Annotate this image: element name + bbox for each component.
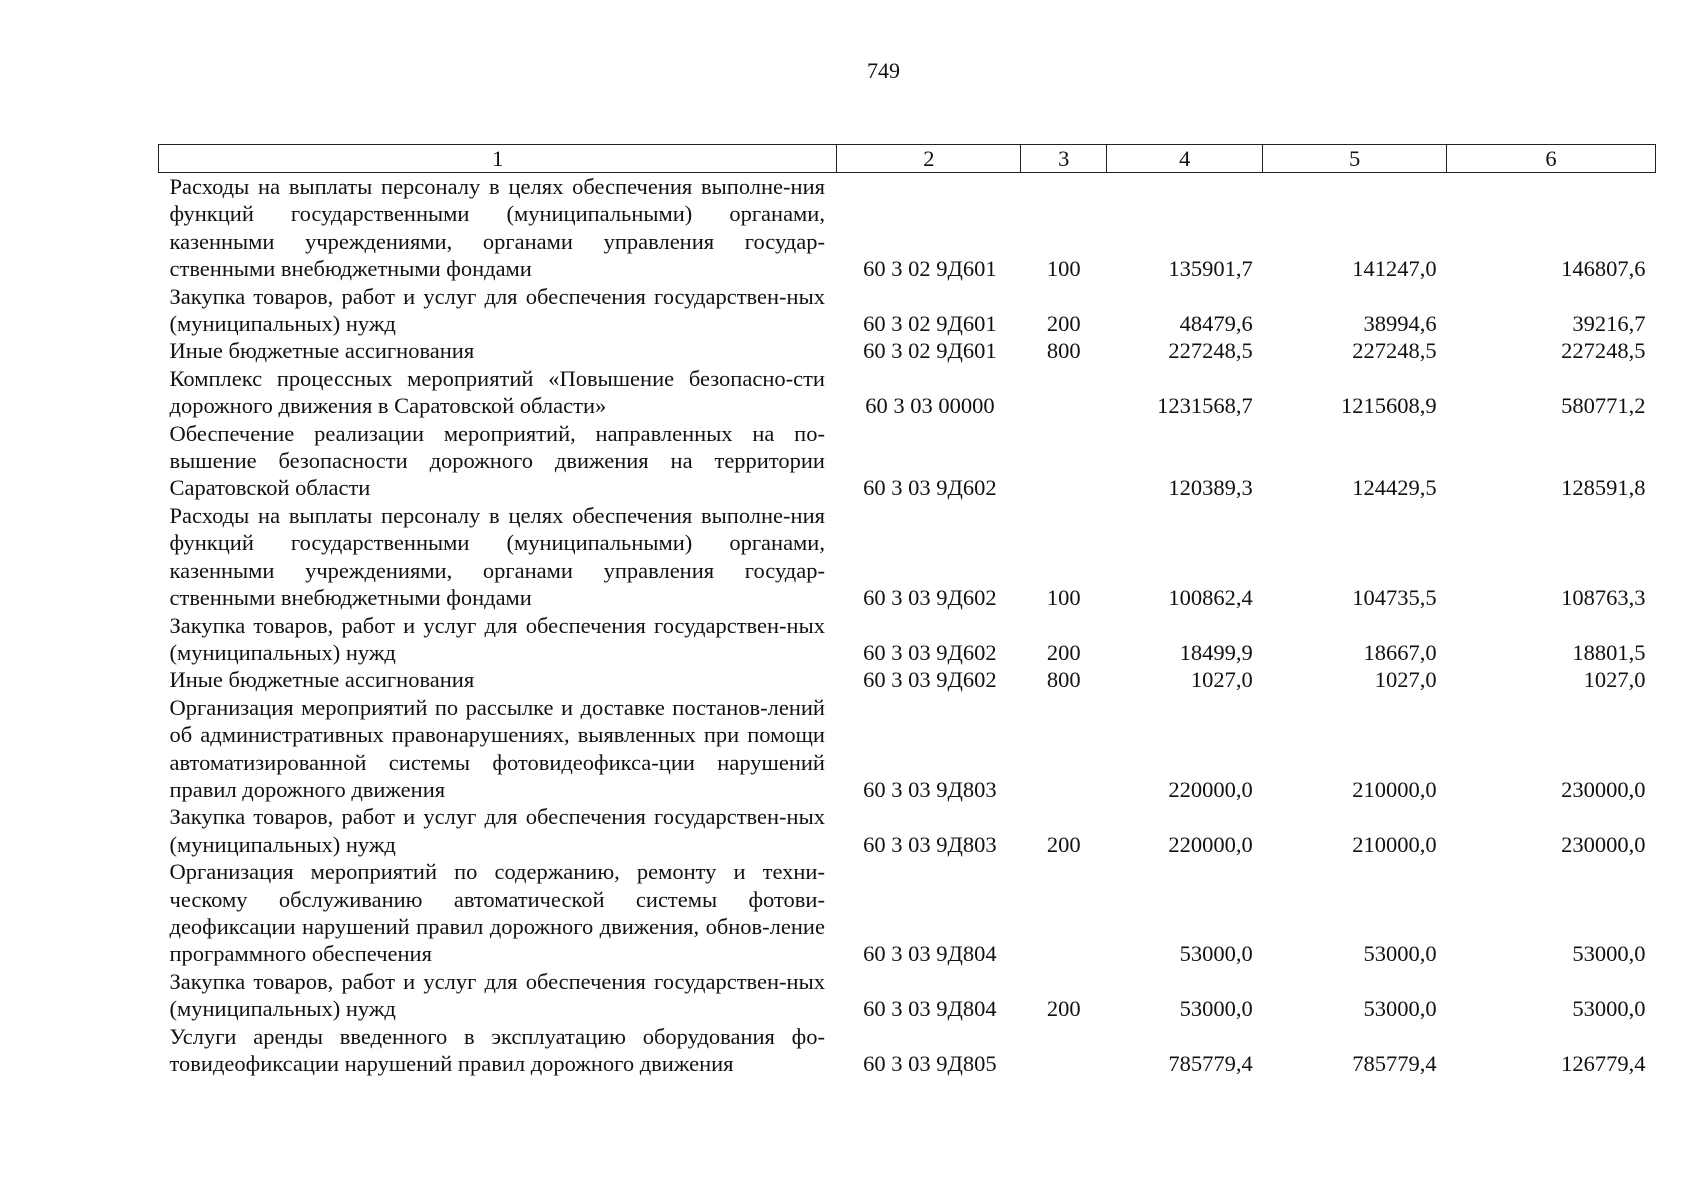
table-row — [159, 173, 1656, 283]
table-row — [159, 858, 1656, 968]
amount-col-6: 230000,0 — [1561, 776, 1646, 802]
column-header-4: 4 — [1107, 145, 1263, 173]
amount-col-4: 120389,3 — [1168, 475, 1253, 501]
item-name: Закупка товаров, работ и услуг для обеспечения государствен-ных (муниципальных) нужд — [169, 804, 825, 857]
amount-col-5: 124429,5 — [1352, 475, 1437, 501]
column-header-2: 2 — [837, 145, 1021, 173]
amount-col-4: 1231568,7 — [1157, 393, 1253, 419]
target-code: 60 3 03 9Д602 — [863, 475, 997, 501]
amount-col-4: 53000,0 — [1179, 941, 1253, 967]
table-row — [159, 666, 1656, 693]
amount-col-5: 141247,0 — [1352, 256, 1437, 282]
item-name: Услуги аренды введенного в эксплуатацию оборудования фо-товидеофиксации нарушений правил дорожного движения — [169, 1023, 825, 1076]
page-number: 749 — [867, 58, 900, 83]
amount-col-5: 104735,5 — [1352, 585, 1437, 611]
amount-col-6: 580771,2 — [1561, 393, 1646, 419]
target-code: 60 3 03 9Д804 — [863, 941, 997, 967]
amount-col-4: 53000,0 — [1179, 996, 1253, 1022]
amount-col-5: 38994,6 — [1363, 311, 1437, 337]
amount-col-5: 1215608,9 — [1340, 393, 1437, 419]
item-name: Организация мероприятий по содержанию, ремонту и техни-ческому обслуживанию автоматической системы фотови-деофиксации нарушений правил дорожного движения, обнов-ление программного обеспечения — [169, 859, 825, 967]
table-row — [159, 337, 1656, 364]
item-name: Иные бюджетные ассигнования — [169, 338, 475, 364]
target-code: 60 3 02 9Д601 — [863, 338, 997, 364]
amount-col-5: 53000,0 — [1363, 941, 1437, 967]
item-name: Закупка товаров, работ и услуг для обеспечения государствен-ных (муниципальных) нужд — [169, 612, 825, 665]
amount-col-6: 18801,5 — [1572, 639, 1646, 665]
target-code: 60 3 03 9Д803 — [863, 776, 997, 802]
table-row — [159, 803, 1656, 858]
amount-col-4: 1027,0 — [1190, 667, 1253, 693]
amount-col-6: 53000,0 — [1572, 941, 1646, 967]
expense-type — [1021, 858, 1107, 968]
amount-col-5: 18667,0 — [1363, 639, 1437, 665]
amount-col-5: 210000,0 — [1352, 776, 1437, 802]
expense-type: 200 — [1046, 831, 1081, 857]
target-code: 60 3 03 9Д803 — [863, 831, 997, 857]
target-code: 60 3 03 9Д804 — [863, 996, 997, 1022]
table-row — [159, 420, 1656, 502]
amount-col-6: 126779,4 — [1561, 1051, 1646, 1076]
expense-type: 100 — [1046, 585, 1081, 611]
target-code: 60 3 02 9Д601 — [863, 256, 997, 282]
item-name: Обеспечение реализации мероприятий, направленных на по-вышение безопасности дорожного движения на территории Саратовской области — [169, 420, 825, 501]
target-code: 60 3 02 9Д601 — [863, 311, 997, 337]
item-name: Закупка товаров, работ и услуг для обеспечения государствен-ных (муниципальных) нужд — [169, 283, 825, 337]
item-name: Организация мероприятий по рассылке и доставке постанов-лений об административных правонарушениях, выявленных при помощи автоматизированной системы фотовидеофикса-ции нарушений правил дорожного движения — [169, 694, 825, 802]
target-code: 60 3 03 9Д602 — [863, 667, 997, 693]
amount-col-4: 227248,5 — [1168, 338, 1253, 364]
item-name: Комплекс процессных мероприятий «Повышение безопасно-сти дорожного движения в Саратовской области» — [169, 365, 825, 419]
amount-col-4: 220000,0 — [1168, 776, 1253, 802]
expense-type — [1021, 365, 1107, 420]
amount-col-4: 135901,7 — [1168, 256, 1253, 282]
table-row — [159, 612, 1656, 667]
amount-col-6: 128591,8 — [1561, 475, 1646, 501]
amount-col-5: 227248,5 — [1352, 338, 1437, 364]
amount-col-5: 1027,0 — [1374, 667, 1437, 693]
table-row — [159, 365, 1656, 420]
expense-type — [1021, 694, 1107, 804]
target-code: 60 3 03 9Д602 — [863, 639, 997, 665]
column-header-3: 3 — [1021, 145, 1107, 173]
amount-col-4: 100862,4 — [1168, 585, 1253, 611]
expense-type: 800 — [1046, 667, 1081, 693]
amount-col-6: 227248,5 — [1561, 338, 1646, 364]
target-code: 60 3 03 9Д602 — [863, 585, 997, 611]
table-row — [159, 968, 1656, 1023]
expense-type: 200 — [1046, 996, 1081, 1022]
table-row — [159, 283, 1656, 338]
expense-type: 100 — [1046, 256, 1081, 282]
amount-col-6: 230000,0 — [1561, 831, 1646, 857]
expense-type: 200 — [1046, 639, 1081, 665]
target-code: 60 3 03 00000 — [865, 393, 995, 419]
item-name: Расходы на выплаты персоналу в целях обеспечения выполне-ния функций государственными (муниципальными) органами, казенными учреждениями, органами управления государ-ственными внебюджетными фондами — [169, 502, 825, 611]
table-row — [159, 502, 1656, 612]
amount-col-5: 210000,0 — [1352, 831, 1437, 857]
amount-col-6: 53000,0 — [1572, 996, 1646, 1022]
amount-col-6: 39216,7 — [1572, 311, 1646, 337]
amount-col-6: 108763,3 — [1561, 585, 1646, 611]
column-header-6: 6 — [1447, 145, 1656, 173]
table-header-row — [159, 145, 1656, 173]
amount-col-6: 146807,6 — [1561, 256, 1646, 282]
column-header-1: 1 — [159, 145, 837, 173]
expense-type: 200 — [1046, 311, 1081, 337]
expense-type — [1021, 420, 1107, 502]
expense-type — [1021, 1023, 1107, 1078]
table-row — [159, 1023, 1656, 1078]
target-code: 60 3 03 9Д805 — [863, 1051, 997, 1076]
amount-col-5: 53000,0 — [1363, 996, 1437, 1022]
amount-col-4: 785779,4 — [1168, 1051, 1253, 1076]
amount-col-4: 18499,9 — [1179, 639, 1253, 665]
item-name: Закупка товаров, работ и услуг для обеспечения государствен-ных (муниципальных) нужд — [169, 968, 825, 1022]
budget-table — [158, 144, 1656, 1077]
table-row — [159, 694, 1656, 804]
amount-col-4: 220000,0 — [1168, 831, 1253, 857]
amount-col-5: 785779,4 — [1352, 1051, 1437, 1076]
expense-type: 800 — [1046, 338, 1081, 364]
amount-col-4: 48479,6 — [1179, 311, 1253, 337]
amount-col-6: 1027,0 — [1583, 667, 1646, 693]
item-name: Расходы на выплаты персоналу в целях обеспечения выполне-ния функций государственными (муниципальными) органами, казенными учреждениями, органами управления государ-ственными внебюджетными фондами — [169, 174, 825, 282]
item-name: Иные бюджетные ассигнования — [169, 667, 475, 693]
column-header-5: 5 — [1263, 145, 1447, 173]
